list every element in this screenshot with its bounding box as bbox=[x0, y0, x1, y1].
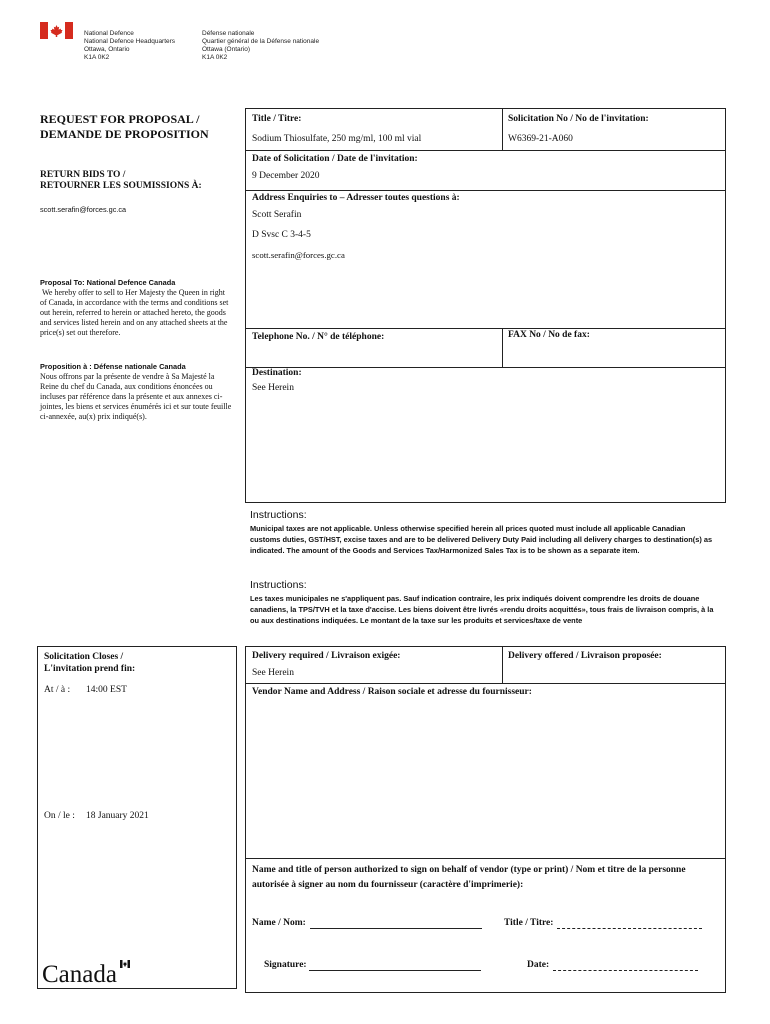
postal-fr: K1A 0K2 bbox=[202, 54, 228, 61]
address-email: scott.serafin@forces.gc.ca bbox=[252, 250, 345, 260]
closing-date: 18 January 2021 bbox=[86, 811, 149, 821]
date-value: 9 December 2020 bbox=[252, 171, 320, 181]
instructions-en-heading: Instructions: bbox=[250, 509, 307, 521]
closing-label-fr: L'invitation prend fin: bbox=[44, 664, 136, 674]
city-fr: Ottawa (Ontario) bbox=[202, 46, 251, 53]
closing-at-label: At / à : bbox=[44, 685, 71, 695]
closing-time: 14:00 EST bbox=[86, 685, 127, 695]
title-row bbox=[246, 109, 725, 151]
address-unit: D Svsc C 3-4-5 bbox=[252, 230, 311, 240]
header-french bbox=[202, 30, 319, 62]
closing-label-en: Solicitation Closes / bbox=[44, 652, 124, 662]
signature-field[interactable] bbox=[309, 961, 481, 971]
closing-on-label: On / le : bbox=[44, 811, 75, 821]
postal-en: K1A 0K2 bbox=[84, 54, 110, 61]
divider bbox=[502, 328, 503, 367]
return-email: scott.serafin@forces.gc.ca bbox=[40, 205, 127, 214]
return-bids-heading bbox=[40, 170, 202, 192]
destination-value: See Herein bbox=[252, 383, 294, 393]
date-label: Date of Solicitation / Date de l'invitation: bbox=[252, 154, 418, 164]
vendor-label: Vendor Name and Address / Raison sociale et adresse du fournisseur: bbox=[252, 687, 532, 697]
wordmark-flag-icon bbox=[120, 960, 130, 968]
date-sign-label: Date: bbox=[527, 960, 550, 970]
instructions-fr-heading: Instructions: bbox=[250, 579, 307, 591]
telephone-label: Telephone No. / N° de téléphone: bbox=[252, 332, 385, 342]
dept-name-en: National Defence bbox=[84, 30, 134, 37]
date-field[interactable] bbox=[553, 961, 698, 971]
return-bids-fr: RETOURNER LES SOUMISSIONS À: bbox=[40, 181, 202, 191]
header-english bbox=[84, 30, 175, 62]
vendor-form-box bbox=[245, 646, 726, 993]
title-line-en: REQUEST FOR PROPOSAL / bbox=[40, 112, 200, 126]
address-name: Scott Serafin bbox=[252, 210, 302, 220]
divider bbox=[246, 858, 725, 859]
name-label bbox=[252, 918, 306, 928]
hq-address-fr: Quartier général de la Défense nationale bbox=[202, 38, 320, 45]
title-field[interactable] bbox=[557, 919, 702, 929]
instructions-en-body: Municipal taxes are not applicable. Unless otherwise specified herein all prices quoted must include all applicable Canadian customs duties, GST/HST, excise taxes and are to be delivered Delivery Duty Paid including all delivery charges to destination(s) as indicated. The amount of the Goods and Services Tax/Harmonized Sales Tax is to be shown as a separate item. bbox=[250, 524, 713, 555]
delivery-required-value: See Herein bbox=[252, 668, 294, 678]
instructions-english bbox=[250, 509, 716, 556]
title-line-fr: DEMANDE DE PROPOSITION bbox=[40, 127, 209, 141]
proposal-fr-body: Nous offrons par la présente de vendre à Sa Majesté la Reine du chef du Canada, aux conditions énoncées ou incluses par référence dans la présente et aux annexes ci-jointes, les biens et services énumérés ici et sur toute feuille ci-annexée, au(x) prix indiqué(s). bbox=[40, 372, 232, 421]
fax-label: FAX No / No de fax: bbox=[508, 330, 590, 340]
name-label-text: Name / Nom: bbox=[252, 918, 306, 928]
hq-address-en: National Defence Headquarters bbox=[84, 38, 176, 45]
signature-label: Signature: bbox=[264, 960, 307, 970]
title-value: Sodium Thiosulfate, 250 mg/ml, 100 ml vial bbox=[252, 134, 422, 144]
instructions-french bbox=[250, 579, 716, 626]
closing-box bbox=[37, 646, 237, 989]
title-label: Title / Titre: bbox=[252, 114, 302, 124]
solicitation-form-box bbox=[245, 108, 726, 503]
proposal-french bbox=[40, 362, 235, 422]
destination-label: Destination: bbox=[252, 368, 302, 378]
title-sign-label: Title / Titre: bbox=[504, 918, 554, 928]
name-field[interactable] bbox=[310, 919, 482, 929]
address-label: Address Enquiries to – Adresser toutes questions à: bbox=[252, 193, 460, 203]
delivery-offered-label: Delivery offered / Livraison proposée: bbox=[508, 651, 662, 661]
return-bids-en: RETURN BIDS TO / bbox=[40, 170, 126, 180]
proposal-english bbox=[40, 278, 232, 338]
canada-flag-icon bbox=[40, 22, 73, 39]
city-en: Ottawa, Ontario bbox=[84, 46, 130, 53]
delivery-required-label: Delivery required / Livraison exigée: bbox=[252, 651, 401, 661]
document-title bbox=[40, 112, 209, 142]
closing-label bbox=[44, 651, 135, 675]
authorized-person-label: Name and title of person authorized to sign on behalf of vendor (type or print) / Nom et titre de la personne autorisée à signer au nom du fournisseur (caractère d'imprimerie): bbox=[252, 865, 686, 890]
dept-name-fr: Défense nationale bbox=[202, 30, 255, 37]
solicitation-value: W6369-21-A060 bbox=[508, 134, 573, 144]
canada-wordmark: Canada bbox=[42, 961, 117, 988]
proposal-en-heading: Proposal To: National Defence Canada bbox=[40, 278, 176, 287]
solicitation-label: Solicitation No / No de l'invitation: bbox=[508, 114, 649, 124]
proposal-fr-heading: Proposition à : Défense nationale Canada bbox=[40, 362, 186, 371]
divider bbox=[502, 647, 503, 683]
proposal-en-body: We hereby offer to sell to Her Majesty the Queen in right of Canada, in accordance with the terms and conditions set out herein, referred to herein or attached hereto, the goods and services listed herein and on any attached sheets at the price(s) set out therefore. bbox=[40, 288, 229, 337]
divider bbox=[502, 109, 503, 150]
instructions-fr-body: Les taxes municipales ne s'appliquent pas. Sauf indication contraire, les prix indiqués doivent comprendre les droits de douane canadiens, la TPS/TVH et la taxe d'accise. Les biens doivent être livrés «rendu droits acquittés», tous frais de livraison compris, à la ou aux destinations indiquées. Le montant de la taxe sur les produits et services/taxe de vente bbox=[250, 594, 714, 625]
